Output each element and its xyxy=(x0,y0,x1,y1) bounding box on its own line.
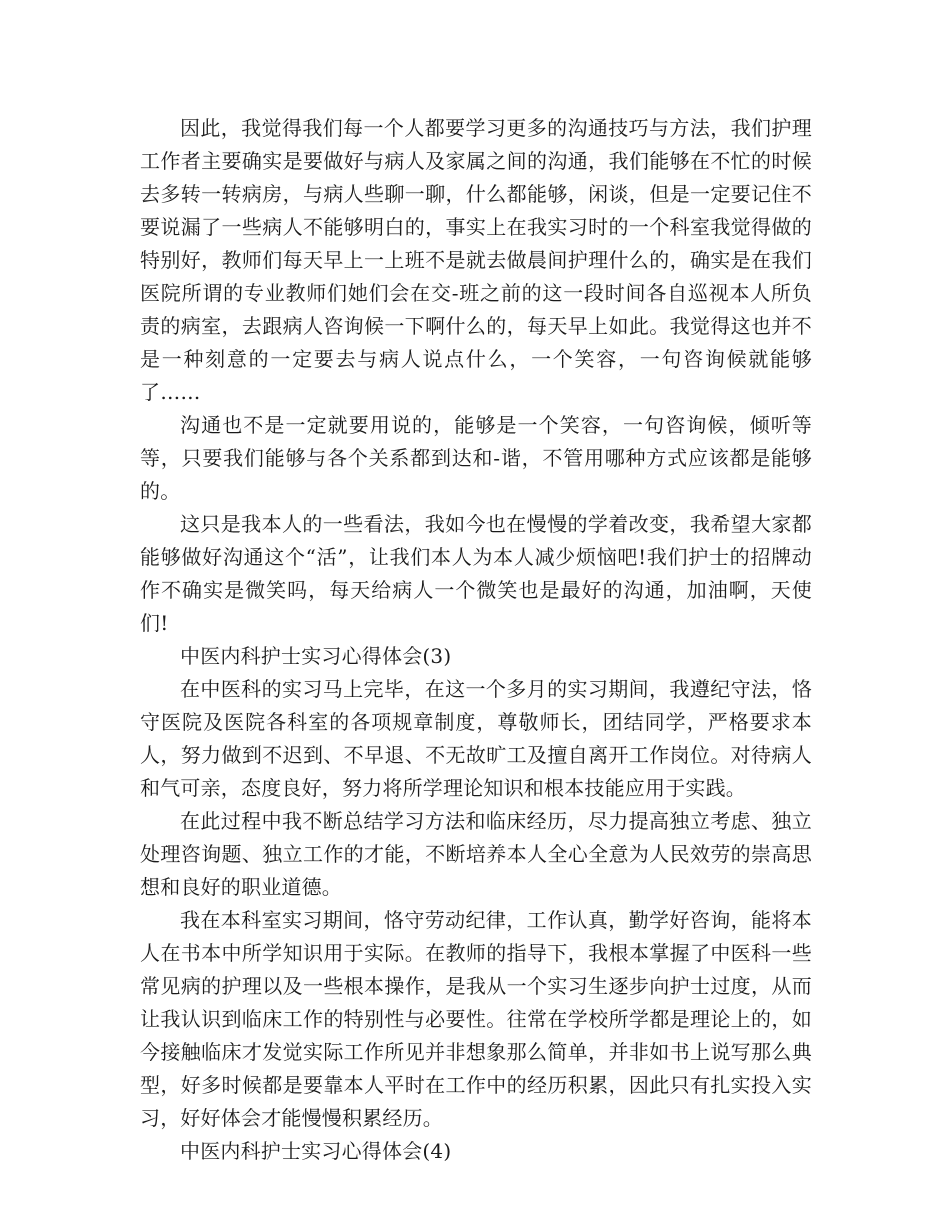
paragraph: 沟通也不是一定就要用说的，能够是一个笑容，一句咨询候，倾听等等，只要我们能够与各个关系都到达和-谐，不管用哪种方式应该都是能够的。 xyxy=(140,413,812,503)
paragraph: 这只是我本人的一些看法，我如今也在慢慢的学着改变，我希望大家都能够做好沟通这个“活”，让我们本人为本人减少烦恼吧!我们护士的招牌动作不确实是微笑吗，每天给病人一个微笑也是最好的沟通，加油啊，天使们! xyxy=(140,512,812,635)
paragraph: 我在本科室实习期间，恪守劳动纪律，工作认真，勤学好咨询，能将本人在书本中所学知识用于实际。在教师的指导下，我根本掌握了中医科一些常见病的护理以及一些根本操作，是我从一个实习生逐步向护士过度，从而让我认识到临床工作的特别性与必要性。往常在学校所学都是理论上的，如今接触临床才发觉实际工作所见并非想象那么简单，并非如书上说写那么典型，好多时候都是要靠本人平时在工作中的经历积累，因此只有扎实投入实习，好好体会才能慢慢积累经历。 xyxy=(140,908,812,1130)
paragraph: 在此过程中我不断总结学习方法和临床经历，尽力提高独立考虑、独立处理咨询题、独立工作的才能，不断培养本人全心全意为人民效劳的崇高思想和良好的职业道德。 xyxy=(140,809,812,899)
paragraph: 因此，我觉得我们每一个人都要学习更多的沟通技巧与方法，我们护理工作者主要确实是要做好与病人及家属之间的沟通，我们能够在不忙的时候去多转一转病房，与病人些聊一聊，什么都能够，闲谈，但是一定要记住不要说漏了一些病人不能够明白的，事实上在我实习时的一个科室我觉得做的特别好，教师们每天早上一上班不是就去做晨间护理什么的，确实是在我们医院所谓的专业教师们她们会在交-班之前的这一段时间各自巡视本人所负责的病室，去跟病人咨询候一下啊什么的，每天早上如此。我觉得这也并不是一种刻意的一定要去与病人说点什么，一个笑容，一句咨询候就能够了…… xyxy=(140,116,812,404)
paragraph: 在中医科的实习马上完毕，在这一个多月的实习期间，我遵纪守法，恪守医院及医院各科室的各项规章制度，尊敬师长，团结同学，严格要求本人，努力做到不迟到、不早退、不无故旷工及擅自离开工作岗位。对待病人和气可亲，态度良好，努力将所学理论知识和根本技能应用于实践。 xyxy=(140,677,812,800)
section-heading-4: 中医内科护士实习心得体会(4) xyxy=(180,1139,452,1163)
section-heading-3: 中医内科护士实习心得体会(3) xyxy=(180,644,452,668)
document-body xyxy=(140,112,812,1168)
